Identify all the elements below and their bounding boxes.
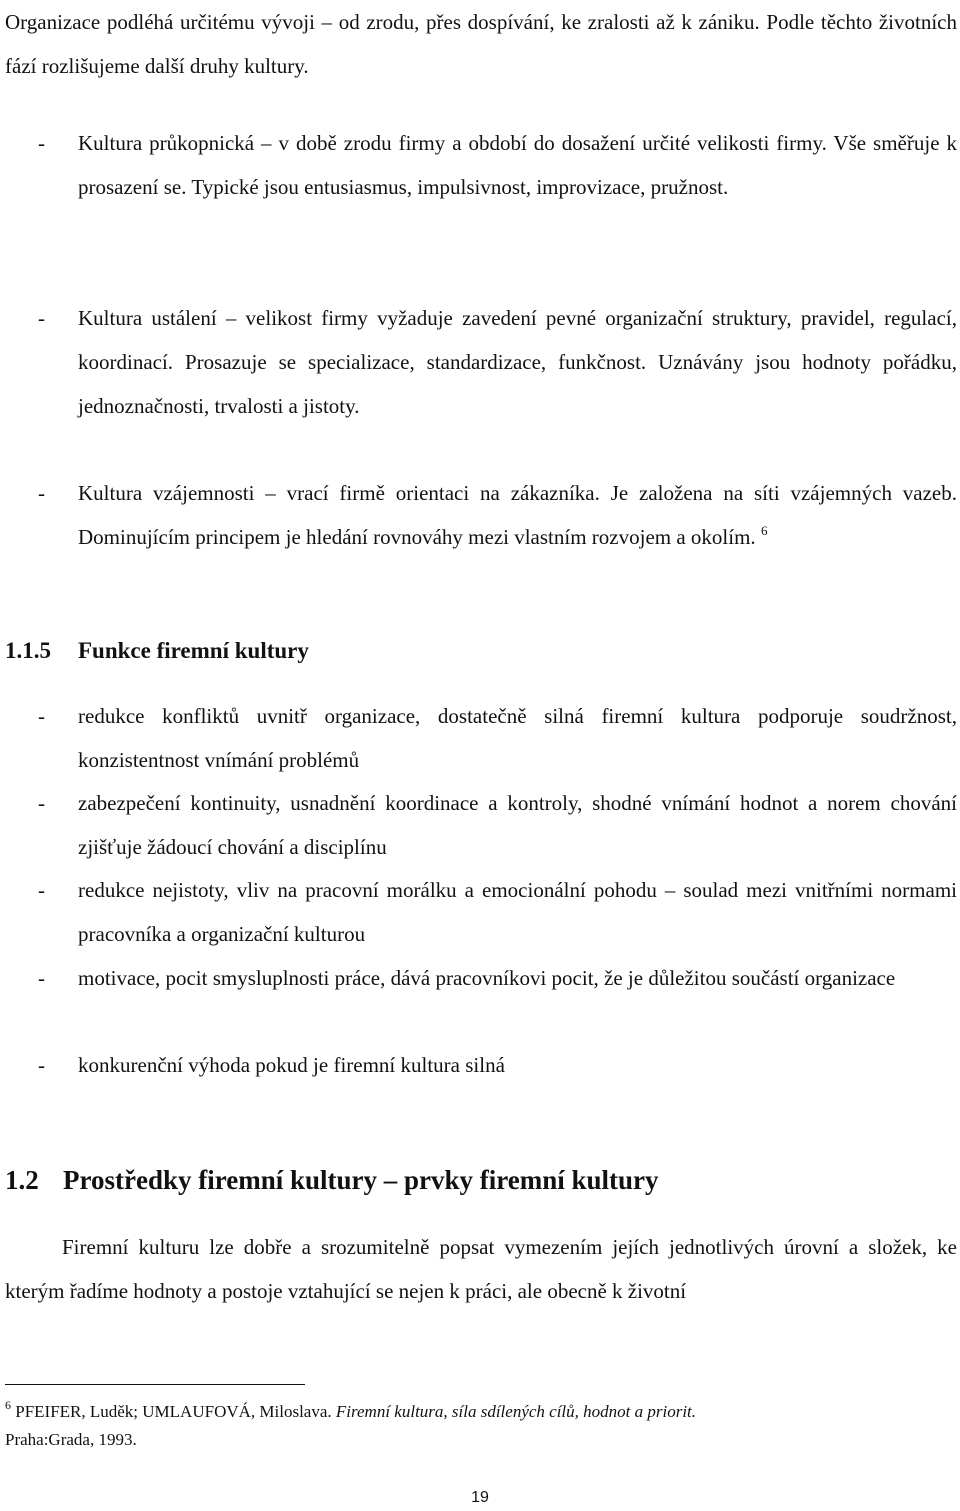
section-heading-1-1-5 (5, 629, 309, 673)
list-item-text: Kultura ustálení – velikost firmy vyžaduje zavedení pevné organizační struktury, pravidel, regulací, koordinací. Prosazuje se specializace, standardizace, funkčnost. Uznávány jsou hodnoty pořádku, jednoznačnosti, trvalosti a jistoty. (78, 306, 957, 418)
list-dash: - (38, 791, 45, 815)
section-heading-1-2 (5, 1158, 659, 1202)
list-dash: - (38, 878, 45, 902)
list-dash: - (38, 1053, 45, 1077)
section-title: Funkce firemní kultury (78, 638, 309, 663)
footnote-publisher: Praha:Grada, 1993. (5, 1430, 137, 1449)
closing-paragraph: Firemní kulturu lze dobře a srozumitelně popsat vymezením jejích jednotlivých úrovní a složek, ke kterým řadíme hodnoty a postoje vztahující se nejen k práci, ale obecně k životní (5, 1235, 957, 1303)
list-item-function-5 (5, 1043, 957, 1087)
list-item-text: redukce nejistoty, vliv na pracovní morálku a emocionální pohodu – soulad mezi vnitřními normami pracovníka a organizační kulturou (78, 878, 957, 946)
section-number: 1.1.5 (5, 638, 51, 663)
list-item-function-4 (5, 956, 957, 1000)
list-item-function-3 (5, 868, 957, 956)
list-dash: - (38, 131, 45, 155)
footnote-authors: PFEIFER, Luděk; UMLAUFOVÁ, Miloslava. (15, 1402, 332, 1421)
section-number: 1.2 (5, 1165, 39, 1195)
footnote-reference[interactable]: 6 (760, 523, 768, 538)
list-item-text: zabezpečení kontinuity, usnadnění koordinace a kontroly, shodné vnímání hodnot a norem chování zjišťuje žádoucí chování a disciplínu (78, 791, 957, 859)
list-item-function-2 (5, 781, 957, 869)
footnote-marker: 6 (5, 1398, 11, 1413)
footnote-divider (5, 1384, 305, 1385)
intro-paragraph: Organizace podléhá určitému vývoji – od zrodu, přes dospívání, ke zralosti až k zániku. Podle těchto životních fází rozlišujeme další druhy kultury. (5, 10, 957, 78)
section-title: Prostředky firemní kultury – prvky firemní kultury (63, 1165, 659, 1195)
list-dash: - (38, 481, 45, 505)
list-item-text: Kultura průkopnická – v době zrodu firmy a období do dosažení určité velikosti firmy. Vše směřuje k prosazení se. Typické jsou entusiasmus, impulsivnost, improvizace, pružnost. (78, 131, 957, 199)
list-item-text: konkurenční výhoda pokud je firemní kultura silná (78, 1053, 505, 1077)
list-item-culture-stability (5, 296, 957, 428)
list-dash: - (38, 704, 45, 728)
page-number: 19 (471, 1489, 489, 1506)
list-item-text: motivace, pocit smysluplnosti práce, dává pracovníkovi pocit, že je důležitou součástí organizace (78, 966, 896, 990)
list-item-text (78, 471, 957, 559)
footnote-title: Firemní kultura, síla sdílených cílů, hodnot a priorit. (335, 1402, 697, 1421)
footnote (5, 1398, 955, 1454)
list-item-text: redukce konfliktů uvnitř organizace, dostatečně silná firemní kultura podporuje soudržnost, konzistentnost vnímání problémů (78, 704, 957, 772)
list-item-culture-reciprocity (5, 471, 957, 559)
list-dash: - (38, 966, 45, 990)
list-dash: - (38, 306, 45, 330)
list-item-function-1 (5, 694, 957, 782)
list-item-text-body: Kultura vzájemnosti – vrací firmě orientaci na zákazníka. Je založena na síti vzájemných vazeb. Dominujícím principem je hledání rovnováhy mezi vlastním rozvojem a okolím. (78, 481, 957, 549)
list-item-culture-pioneer (5, 121, 957, 209)
